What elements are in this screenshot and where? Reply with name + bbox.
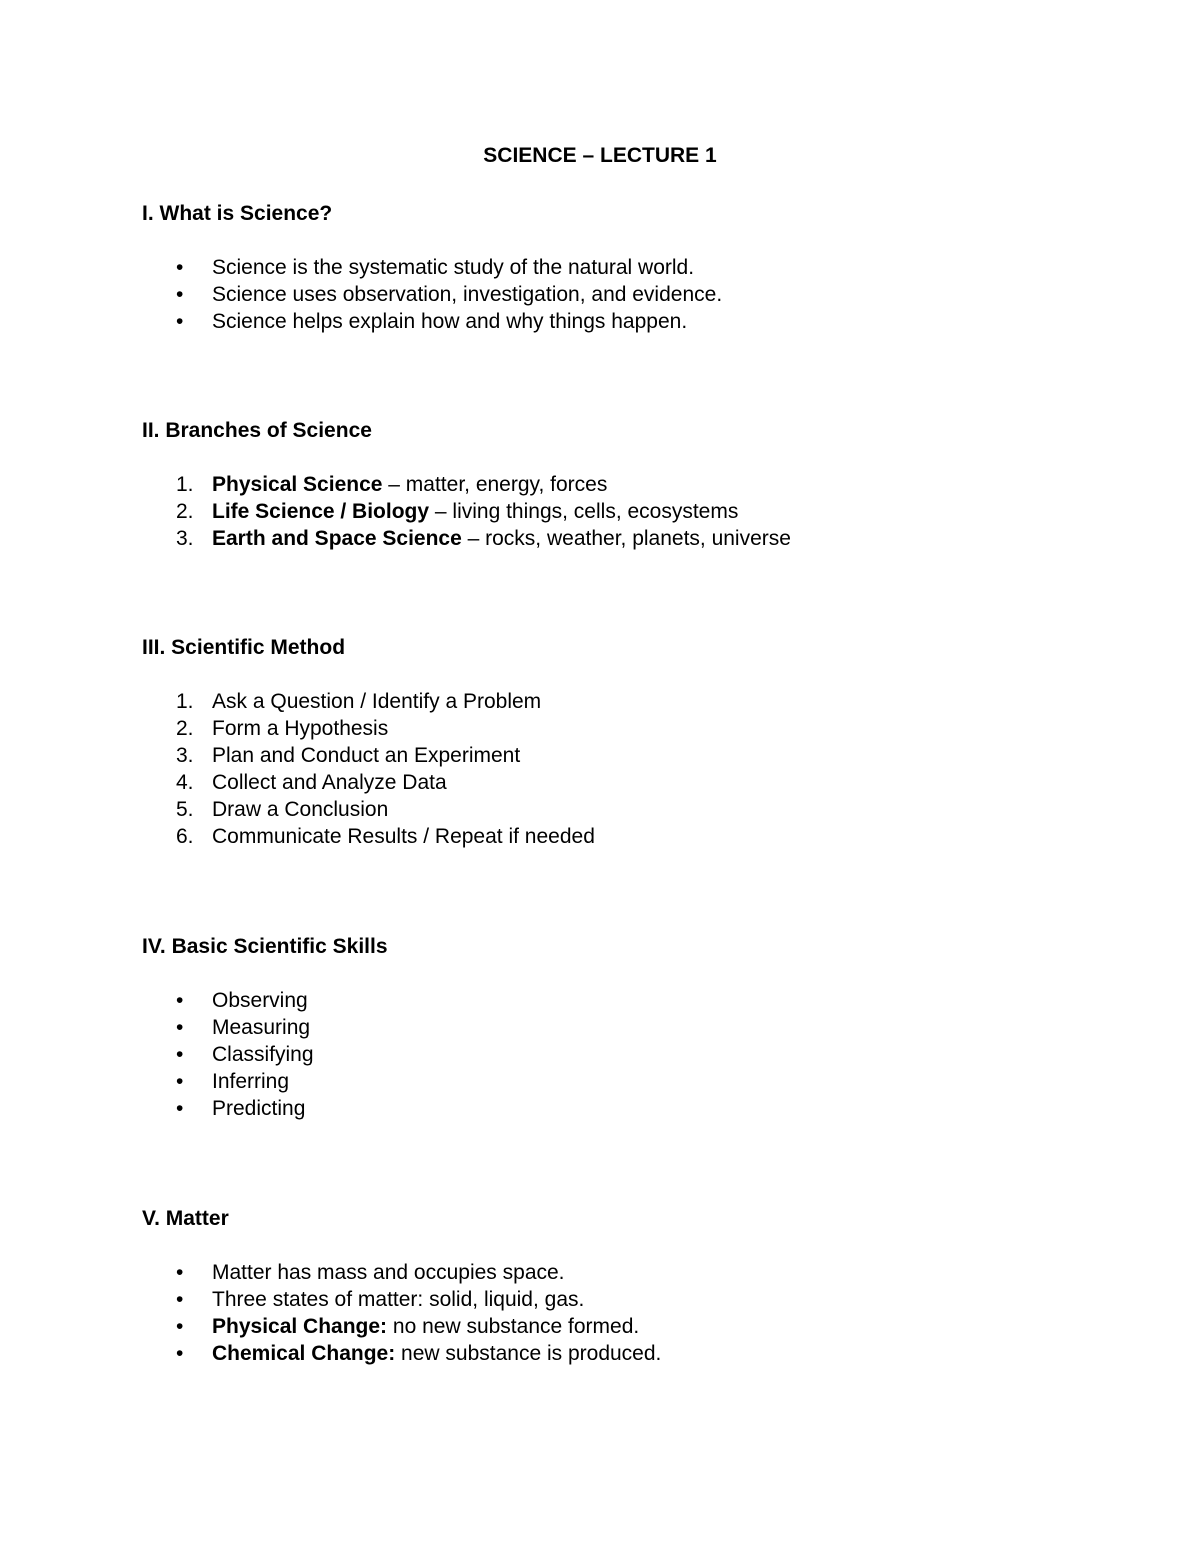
list-item: 2. Form a Hypothesis bbox=[176, 717, 389, 740]
list-number: 3. bbox=[176, 744, 194, 767]
section-basic-scientific-skills bbox=[142, 933, 1092, 1120]
list-number: 1. bbox=[176, 690, 194, 713]
bullet-icon: • bbox=[176, 1315, 184, 1338]
bullet-icon: • bbox=[176, 1342, 184, 1365]
list-item: 3. Plan and Conduct an Experiment bbox=[176, 744, 521, 767]
list-number: 3. bbox=[176, 527, 194, 550]
section-branches-of-science bbox=[142, 417, 1092, 550]
list-item: 3. Earth and Space Science – rocks, weather, planets, universe bbox=[176, 527, 791, 550]
list-item: • Science helps explain how and why things happen. bbox=[176, 310, 688, 333]
section-heading: V. Matter bbox=[142, 1207, 229, 1230]
list-item: 6. Communicate Results / Repeat if needed bbox=[176, 825, 595, 848]
bullet-icon: • bbox=[176, 256, 184, 279]
list-item: • Classifying bbox=[176, 1043, 314, 1066]
list-number: 2. bbox=[176, 717, 194, 740]
bullet-icon: • bbox=[176, 1097, 184, 1120]
numbered-list bbox=[142, 471, 1092, 552]
list-number: 1. bbox=[176, 473, 194, 496]
list-number: 2. bbox=[176, 500, 194, 523]
list-item: • Matter has mass and occupies space. bbox=[176, 1261, 565, 1284]
list-item: 2. Life Science / Biology – living things, cells, ecosystems bbox=[176, 500, 739, 523]
bullet-icon: • bbox=[176, 989, 184, 1012]
section-matter bbox=[142, 1205, 1092, 1365]
list-item: 1. Physical Science – matter, energy, forces bbox=[176, 473, 608, 496]
list-item: • Science is the systematic study of the natural world. bbox=[176, 256, 695, 279]
bullet-icon: • bbox=[176, 1070, 184, 1093]
list-item: • Predicting bbox=[176, 1097, 306, 1120]
list-item: • Three states of matter: solid, liquid, gas. bbox=[176, 1288, 585, 1311]
document-title: SCIENCE – LECTURE 1 bbox=[483, 144, 717, 167]
section-heading: II. Branches of Science bbox=[142, 419, 372, 442]
list-number: 5. bbox=[176, 798, 194, 821]
bullet-icon: • bbox=[176, 1043, 184, 1066]
bullet-icon: • bbox=[176, 310, 184, 333]
section-what-is-science bbox=[142, 200, 1092, 333]
numbered-list bbox=[142, 688, 1092, 850]
bullet-icon: • bbox=[176, 1016, 184, 1039]
section-scientific-method bbox=[142, 634, 1092, 848]
section-heading: I. What is Science? bbox=[142, 202, 333, 225]
bullet-icon: • bbox=[176, 1261, 184, 1284]
list-item: 5. Draw a Conclusion bbox=[176, 798, 389, 821]
list-item: • Science uses observation, investigation, and evidence. bbox=[176, 283, 723, 306]
list-item: • Inferring bbox=[176, 1070, 290, 1093]
bullet-list bbox=[142, 987, 1092, 1122]
list-item: • Physical Change: no new substance formed. bbox=[176, 1315, 640, 1338]
bullet-list bbox=[142, 254, 1092, 335]
section-heading: III. Scientific Method bbox=[142, 636, 346, 659]
list-item: • Chemical Change: new substance is produced. bbox=[176, 1342, 662, 1365]
bullet-list bbox=[142, 1259, 1092, 1367]
list-item: • Measuring bbox=[176, 1016, 311, 1039]
bullet-icon: • bbox=[176, 1288, 184, 1311]
list-item: 4. Collect and Analyze Data bbox=[176, 771, 447, 794]
bullet-icon: • bbox=[176, 283, 184, 306]
section-heading: IV. Basic Scientific Skills bbox=[142, 935, 388, 958]
list-number: 6. bbox=[176, 825, 194, 848]
list-number: 4. bbox=[176, 771, 194, 794]
list-item: • Observing bbox=[176, 989, 308, 1012]
list-item: 1. Ask a Question / Identify a Problem bbox=[176, 690, 542, 713]
